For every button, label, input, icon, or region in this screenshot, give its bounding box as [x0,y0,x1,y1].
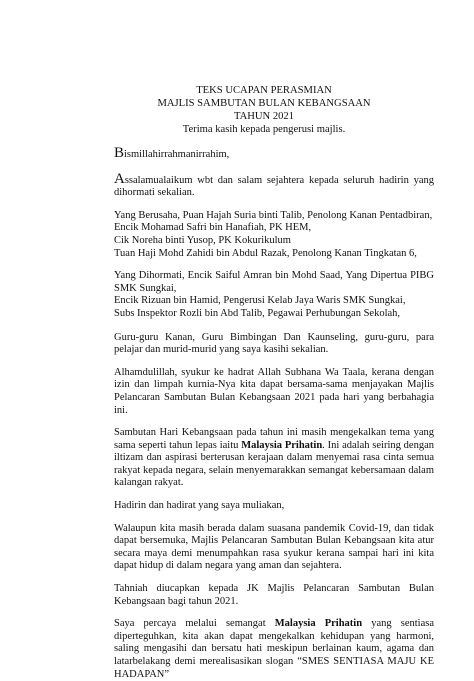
drop-initial-b: B [114,145,125,161]
title-line-3: TAHUN 2021 [233,111,295,122]
guest-line: Yang Berusaha, Puan Hajah Suria binti Talib, Penolong Kanan Pentadbiran, [114,209,433,221]
bold-malaysia-prihatin: Malaysia Prihatin [241,439,323,451]
paragraph-tahniah: Tahniah diucapkan kepada JK Majlis Pelancaran Sambutan Bulan Kebangsaan bagi tahun 2021. [114,583,434,607]
guest-line: Yang Dihormati, Encik Saiful Amran bin Mohd Saad, Yang Dipertua PIBG SMK Sungkai, [114,270,434,294]
guest-line: Encik Mohamad Safri bin Hanafiah, PK HEM, [114,222,312,234]
title-line-2: MAJLIS SAMBUTAN BULAN KEBANGSAAN [157,98,371,109]
bold-malaysia-prihatin: Malaysia Prihatin [274,618,363,630]
paragraph-hadirin: Hadirin dan hadirat yang saya muliakan, [114,500,285,512]
guest-line: Tuan Haji Mohd Zahidi bin Abdul Razak, Penolong Kanan Tingkatan 6, [114,247,417,259]
guest-line: Subs Inspektor Rozli bin Abd Talib, Pegawai Perhubungan Sekolah, [114,307,401,319]
paragraph-walaupun: Walaupun kita masih berada dalam suasana pandemik Covid-19, dan tidak dapat bersemuka, Majlis Pelancaran Sambutan Bulan Kebangsaan kita atur secara maya demi menumpahkan rasa syukur kerana sampai hari ini kita dapat hidup di dalam negara yang aman dan sejahtera. [114,522,434,572]
document-header [94,84,434,136]
paragraph-saya: Saya percaya melalui semangat Malaysia Prihatin yang sentiasa diperteguhkan, kita akan dapat mengekalkan kehidupan yang harmoni, saling mengasihi dan bersatu hati meskipun berlainan kaum, agama dan latarbelakang demi merealisasikan slogan “SMES SENTIASA MAJU KE HADAPAN” [114,618,434,680]
greeting-bismillah: Bismillahirrahmanirrahim, [114,145,230,161]
guest-line: Encik Rizuan bin Hamid, Pengerusi Kelab Jaya Waris SMK Sungkai, [114,295,406,307]
paragraph-guru: Guru-guru Kanan, Guru Bimbingan Dan Kaunseling, guru-guru, para pelajar dan murid-murid yang saya kasihi sekalian. [114,331,434,356]
guest-list-1 [114,210,434,260]
guest-list-2 [114,270,434,320]
guest-line: Cik Noreha binti Yusop, PK Kokurikulum [114,234,291,246]
paragraph-sambutan: Sambutan Hari Kebangsaan pada tahun ini masih mengekalkan tema yang sama seperti tahun lepas iaitu Malaysia Prihatin. Ini adalah seiring dengan iltizam dan aspirasi berterusan kerajaan dalam menyemai rasa cinta semua rakyat kepada negara, selain menyemarakkan semangat kebersamaan dalam kalangan rakyat. [114,427,434,489]
drop-initial-a: A [114,170,125,187]
paragraph-alhamdulillah: Alhamdulillah, syukur ke hadrat Allah Subhana Wa Taala, kerana dengan izin dan limpah kurnia-Nya kita dapat bersama-sama menjayakan Majlis Pelancaran Sambutan Bulan Kebangsaan 2021 pada hari yang berbahagia ini. [114,366,434,416]
subtitle: Terima kasih kepada pengerusi majlis. [182,124,346,135]
title-line-1: TEKS UCAPAN PERASMIAN [196,85,332,96]
greeting-salam: Assalamualaikum wbt dan salam sejahtera kepada seluruh hadirin yang dihormati sekalian. [114,170,434,199]
